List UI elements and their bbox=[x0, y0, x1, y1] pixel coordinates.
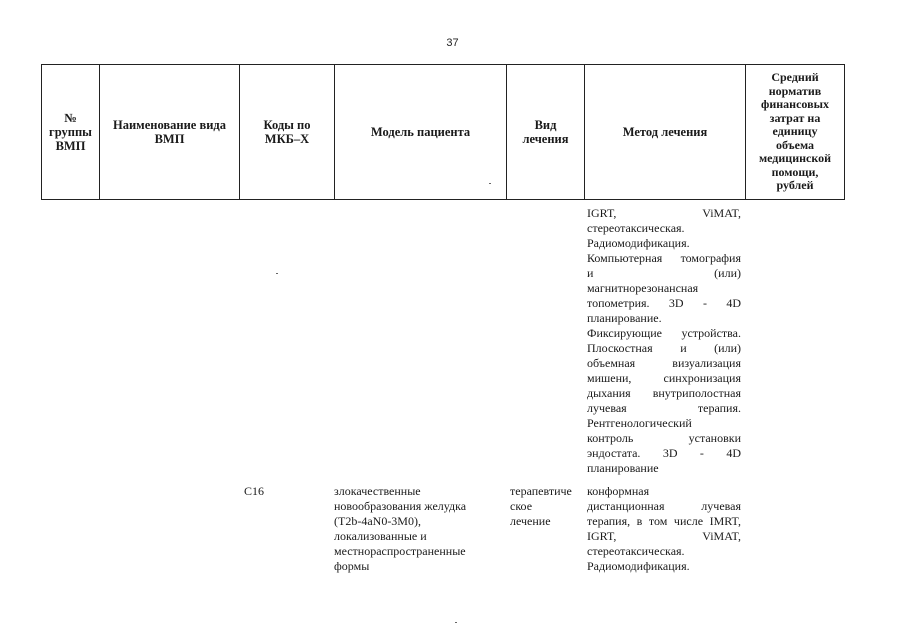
method-line: Компьютерная томография bbox=[587, 251, 741, 265]
method-line: стереотаксическая. bbox=[587, 221, 685, 235]
method-line: топометрия. 3D - 4D bbox=[587, 296, 741, 310]
method-line: эндостата. 3D - 4D bbox=[587, 446, 741, 460]
method-line: конформная bbox=[587, 484, 650, 498]
method-line: Радиомодификация. bbox=[587, 236, 690, 250]
row-patient-model: злокачественные новообразования желудка (T2b-4aN0-3M0), локализованные и местнораспространенные формы bbox=[334, 484, 467, 573]
method-line: и (или) bbox=[587, 266, 741, 280]
method-line: магнитнорезонансная bbox=[587, 281, 699, 295]
method-line: стереотаксическая. bbox=[587, 544, 685, 558]
header-patient-model: Модель пациента bbox=[335, 65, 507, 200]
method-line: планирование. bbox=[587, 311, 662, 325]
method-line: IGRT, ViMAT, bbox=[587, 206, 741, 220]
header-group-number: № группы ВМП bbox=[42, 65, 100, 200]
method-line: терапия, в том числе IMRT, bbox=[587, 514, 741, 528]
table-header bbox=[41, 64, 845, 200]
method-line: объемная визуализация bbox=[587, 356, 741, 370]
row-treatment-method-text bbox=[587, 484, 741, 574]
row-treatment-type: терапевтиче ское лечение bbox=[510, 484, 572, 528]
method-line: планирование bbox=[587, 461, 659, 475]
method-line: дыхания внутриполостная bbox=[587, 386, 741, 400]
header-icd-codes: Коды по МКБ–Х bbox=[240, 65, 335, 200]
continuation-method-text bbox=[587, 206, 741, 476]
method-line: лучевая терапия. bbox=[587, 401, 741, 415]
method-line: дистанционная лучевая bbox=[587, 499, 741, 513]
page-number: 37 bbox=[446, 37, 459, 49]
row-icd-code: C16 bbox=[244, 484, 265, 498]
method-line: Радиомодификация. bbox=[587, 559, 690, 573]
method-line: Фиксирующие устройства. bbox=[587, 326, 741, 340]
method-line: мишени, синхронизация bbox=[587, 371, 741, 385]
header-treatment-method: Метод лечения bbox=[585, 65, 746, 200]
method-line: Плоскостная и (или) bbox=[587, 341, 741, 355]
method-line: Рентгенологический bbox=[587, 416, 692, 430]
scan-speck bbox=[276, 273, 278, 274]
scan-speck bbox=[489, 183, 491, 184]
header-vmp-name: Наименование вида ВМП bbox=[100, 65, 240, 200]
method-line: контроль установки bbox=[587, 431, 741, 445]
header-treatment-type: Вид лечения bbox=[507, 65, 585, 200]
method-line: IGRT, ViMAT, bbox=[587, 529, 741, 543]
scan-speck bbox=[455, 622, 457, 623]
header-average-cost: Средний норматив финансовых затрат на единицу объема медицинской помощи, рублей bbox=[746, 65, 845, 200]
header-row bbox=[42, 65, 845, 200]
